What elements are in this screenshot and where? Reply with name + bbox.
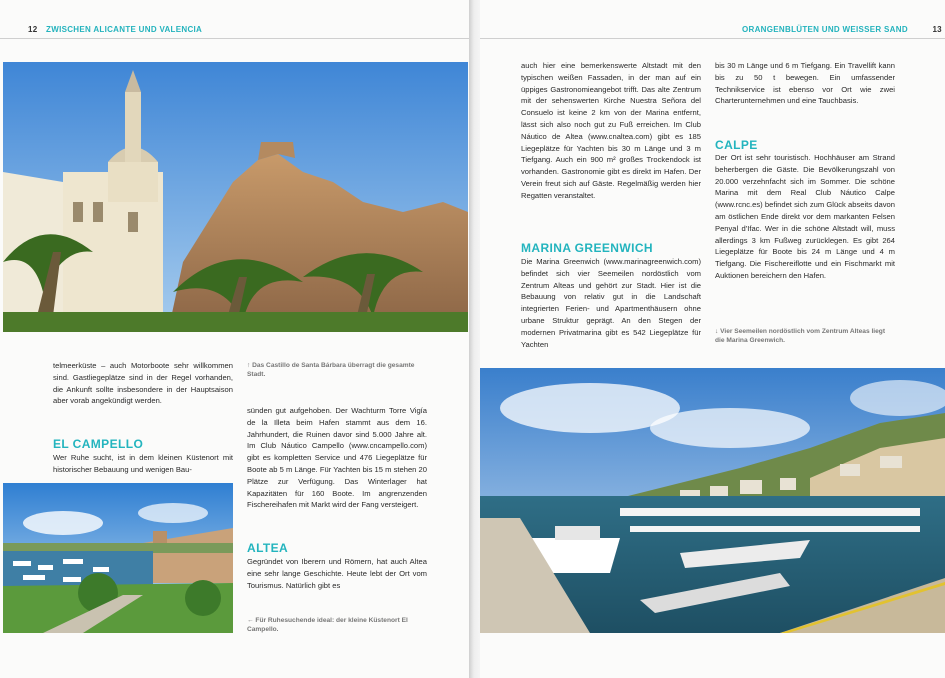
castle-caption: ↑ Das Castillo de Santa Bárbara überragt die gesamte Stadt. xyxy=(247,362,415,379)
altea-text: Gegründet von Iberern und Römern, hat auch Altea eine sehr lange Geschichte. Heute lebt der Ort vom Tourismus. Natürlich gibt es xyxy=(247,557,427,590)
left-header-rule xyxy=(0,38,469,39)
left-running-head-title: ZWISCHEN ALICANTE UND VALENCIA xyxy=(46,25,203,34)
campello-photo xyxy=(3,483,233,633)
castle-photo xyxy=(3,62,468,332)
gutter xyxy=(469,0,480,678)
marina-greenwich-text: Die Marina Greenwich (www.marinagreenwich.com) befindet sich vier Seemeilen nordöstlich vom Zentrum Alteas und gehört zur Stadt. Hier ist die Bebauung von relativ gut in die Landschaft integrierten Ferien- und Apartmenthäusern ohne urbane Struktur geprägt. An den Stegen der modernen Privatmarina gibt es 542 Liegeplätze für Yachten xyxy=(521,257,701,349)
left-col2-text: sünden gut aufgehoben. Der Wachturm Torre Vigía de la Illeta beim Hafen stammt aus dem 16. Jahrhundert, die Ruinen davor sind 5.000 Jahre alt. Im Club Náutico Campello (www.cncampello.com) gibt es kompletten Service und 476 Liegeplätze für Boote ab 5 m Länge. Für Yachten bis 15 m stehen 20 Plätze zur Verfügung. Das Winterlager hat Kapazitäten für 160 Boote. Im angrenzenden Fischereihafen mit Markt wird der Fang versteigert. xyxy=(247,406,427,510)
right-folio: 13 xyxy=(932,25,942,34)
greenwich-caption: ↓ Vier Seemeilen nordöstlich vom Zentrum Alteas liegt die Marina Greenwich. xyxy=(715,328,886,345)
marina-greenwich-heading: MARINA GREENWICH xyxy=(521,241,653,255)
left-page xyxy=(0,0,469,678)
campello-caption: ← Für Ruhesuchende ideal: der kleine Küstenort El Campello. xyxy=(247,617,408,634)
el-campello-heading: EL CAMPELLO xyxy=(53,437,144,451)
el-campello-text: Wer Ruhe sucht, ist in dem kleinen Küstenort mit historischer Bebauung und wenigen Bau- xyxy=(53,453,233,474)
marina-greenwich-photo xyxy=(480,368,945,633)
calpe-heading: CALPE xyxy=(715,138,758,152)
right-header-rule xyxy=(480,38,945,39)
left-col1-intro: telmeerküste – auch Motorboote sehr willkommen sind. Gastliegeplätze sind in der Regel vorhanden, die Ankunft sollte insbesondere in der Hauptsaison aber vorab angekündigt werden. xyxy=(53,361,233,406)
left-folio: 12 xyxy=(28,25,38,34)
right-running-head xyxy=(742,25,945,34)
right-col2-intro: bis 30 m Länge und 6 m Tiefgang. Ein Travellift kann bis zu 50 t bewegen. Ein umfassender Technikservice ist ebenso vor Ort wie zwei Charterunternehmen und eine Tauchbasis. xyxy=(715,61,895,106)
altea-heading: ALTEA xyxy=(247,541,289,555)
left-running-head xyxy=(22,25,202,34)
right-col1-text: auch hier eine bemerkenswerte Altstadt mit den typischen weißen Fassaden, in der man auf ein üppiges Gastronomieangebot trifft. Das alte Zentrum mit der sehenswerten Kirche Nuestra Señora del Consuelo ist keine 2 km von der Marina entfernt, lässt sich also noch gut zu Fuß erreichen. Im Club Náutico de Altea (www.cnaltea.com) gibt es 185 Liegeplätze für Yachten bis 30 m Länge und 3 m Tiefgang. Auch ein 900 m² großes Trockendock ist vorhanden. Gastronomie gibt es direkt im Hafen. Der Verein freut sich auf Gäste. Regelmäßig werden hier Regatten veranstaltet. xyxy=(521,61,701,200)
calpe-text: Der Ort ist sehr touristisch. Hochhäuser am Strand beherbergen die Gäste. Die Bevölkerungszahl von 20.000 verzehnfacht sich im Sommer. Die schöne Marina mit dem Real Club Náutico Calpe (www.rcnc.es) befindet sich zum Glück abseits davon am östlichen Ende direkt vor dem markanten Felsen Penyal d'Ifac. Wer in die schöne Altstadt will, muss allerdings 3 km Fußweg zurücklegen. Es gibt 264 Liegeplätze für Boote bis 24 m Länge und 4 m Tiefgang. Die Fischereiflotte und ein Fischmarkt mit Auktionen bereichern den Hafen. xyxy=(715,153,895,280)
right-page xyxy=(480,0,945,678)
right-running-head-title: ORANGENBLÜTEN UND WEISSER SAND xyxy=(742,25,908,34)
